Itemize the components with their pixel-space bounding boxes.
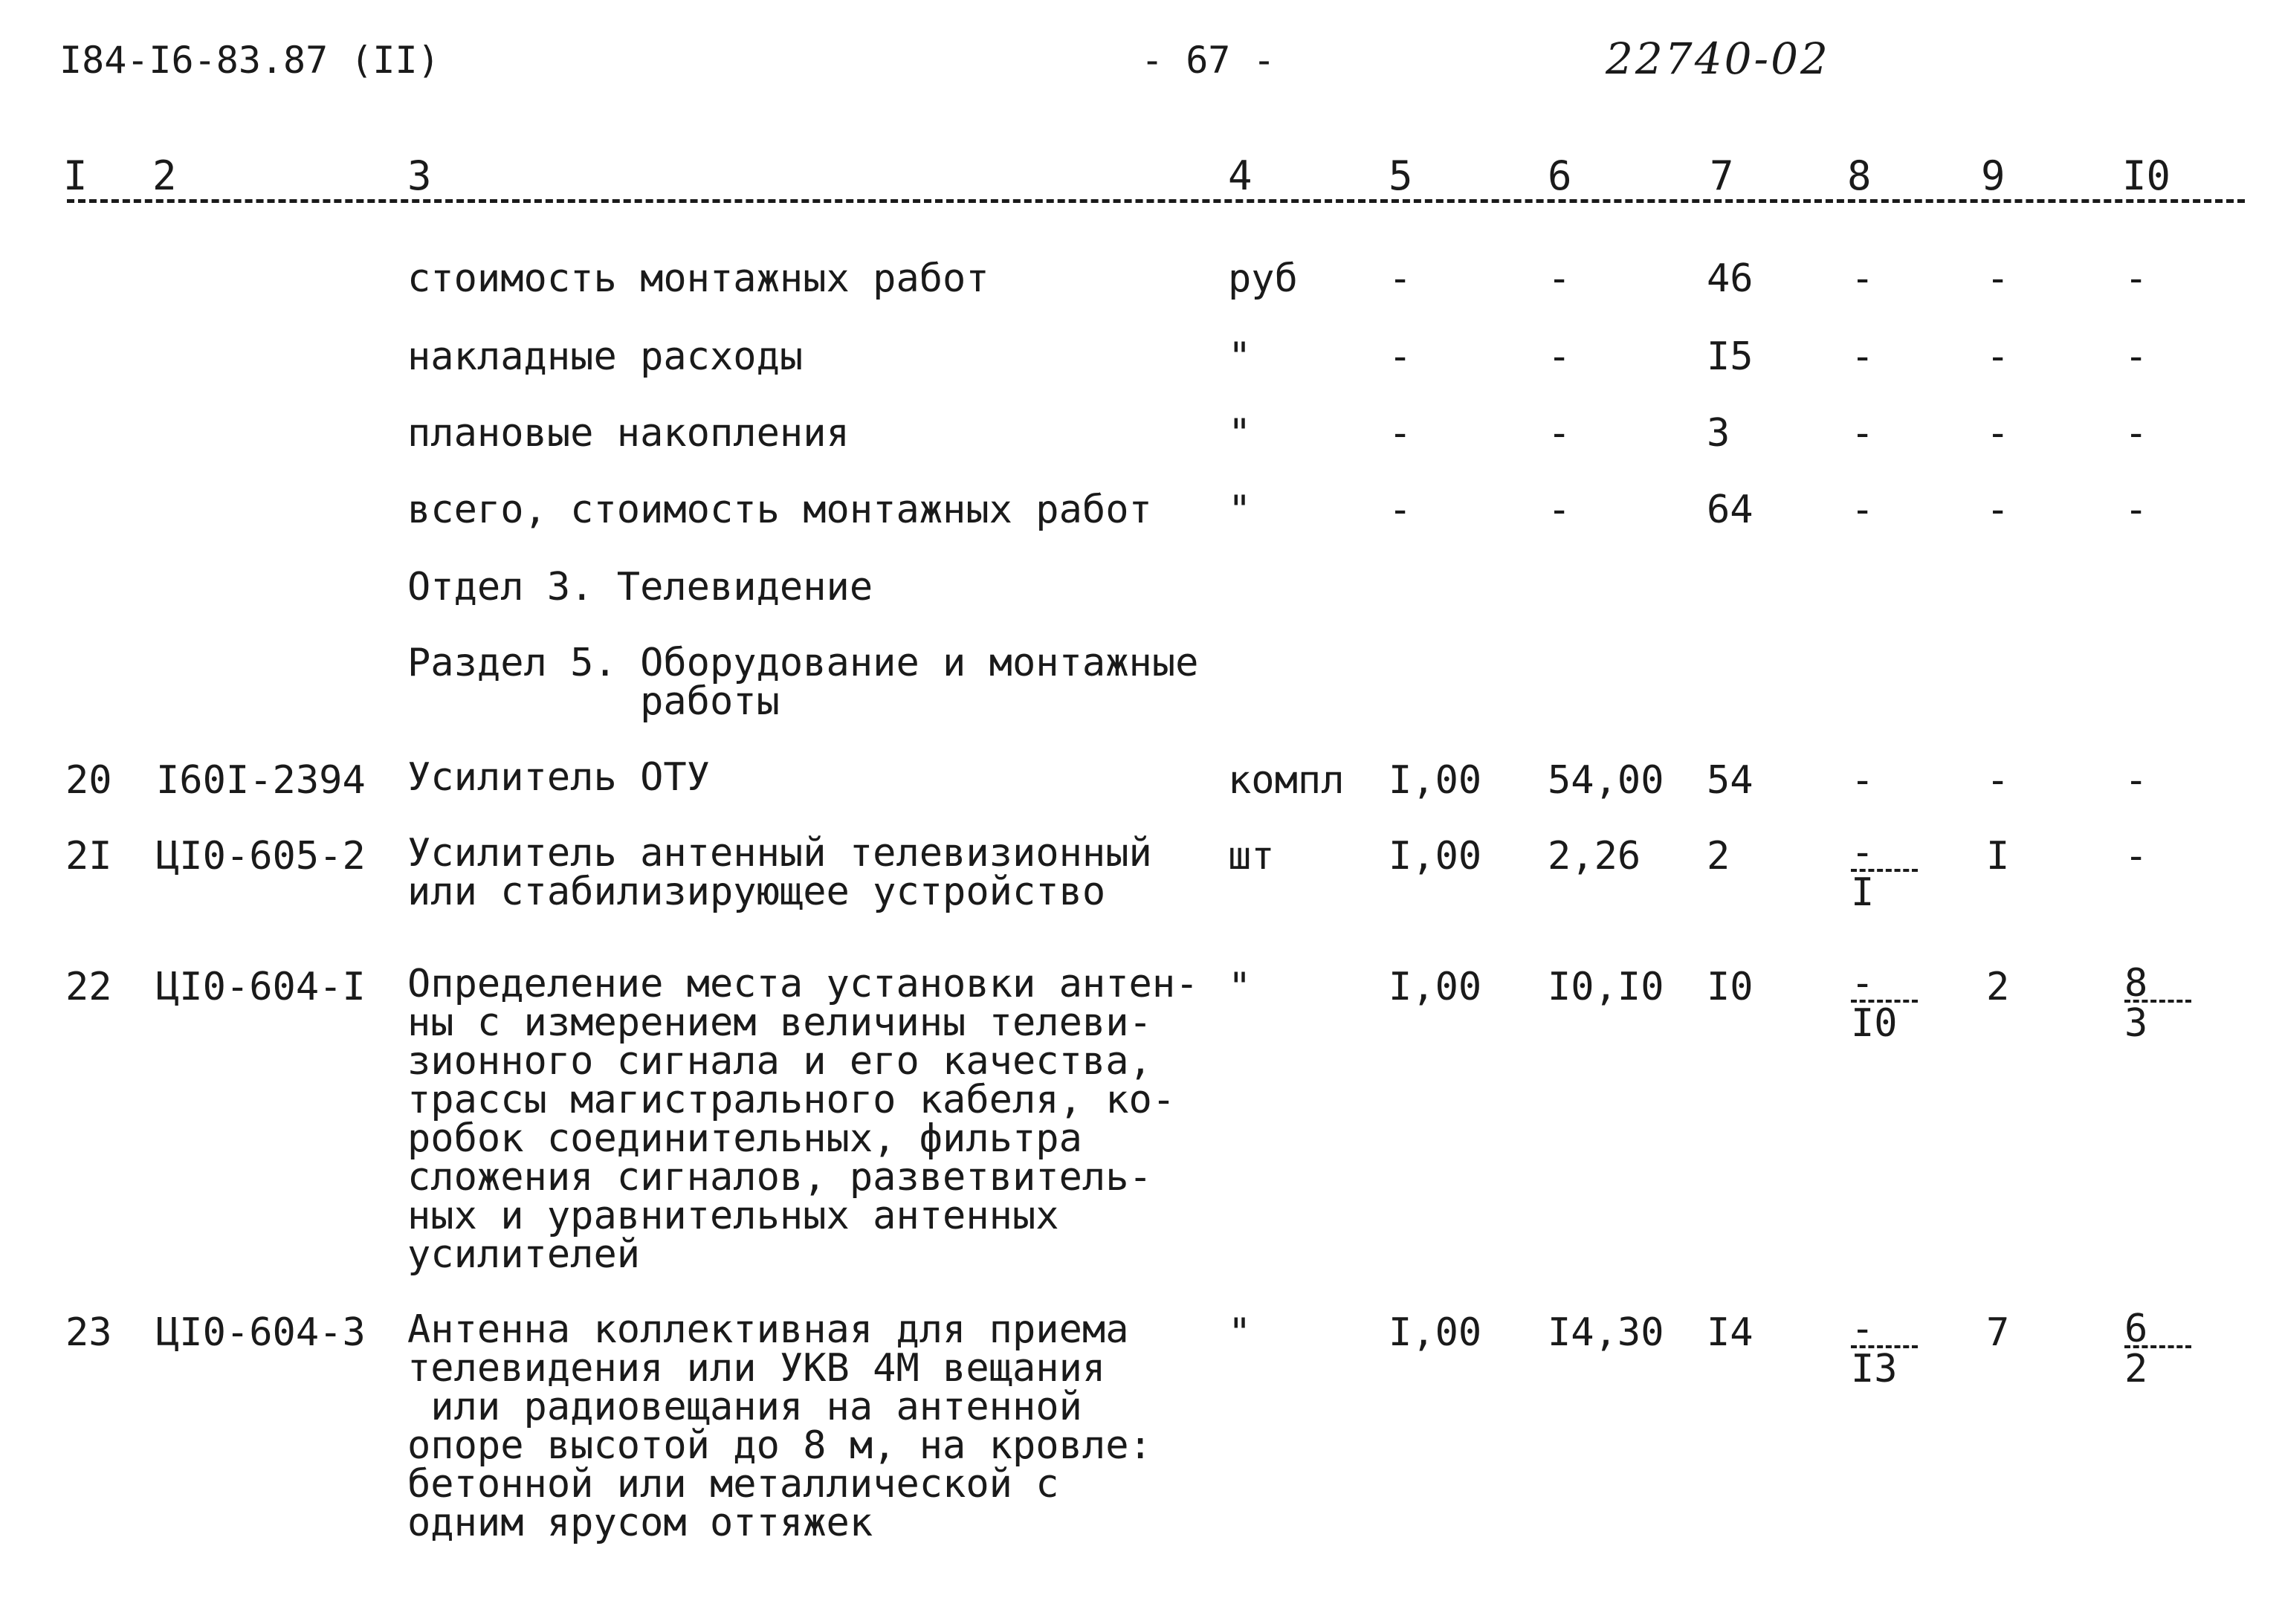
- fraction-denominator: 3: [2124, 1001, 2148, 1046]
- row-col5: -: [1389, 256, 1412, 301]
- document-code: I84-I6-83.87 (II): [59, 39, 440, 82]
- row-col7: 3: [1707, 411, 1730, 456]
- row-col5: I,00: [1389, 834, 1482, 879]
- fraction-numerator: 8: [2124, 967, 2191, 1003]
- row-col10: -: [2124, 334, 2148, 379]
- row-col5: I,00: [1389, 1310, 1482, 1355]
- fraction-denominator: 2: [2124, 1347, 2148, 1391]
- column-header-9: 9: [1981, 152, 2005, 199]
- column-header-10: I0: [2122, 152, 2171, 199]
- row-unit: ": [1228, 334, 1252, 379]
- row-col9: -: [1986, 758, 2010, 803]
- row-col7: 54: [1707, 758, 1753, 803]
- row-col6: -: [1548, 488, 1571, 532]
- fraction-numerator: 6: [2124, 1313, 2191, 1348]
- column-header-4: 4: [1228, 152, 1252, 199]
- row-col7: 2: [1707, 834, 1730, 879]
- row-col6: I4,30: [1548, 1310, 1664, 1355]
- row-unit: ": [1228, 965, 1252, 1009]
- row-col8-fraction: [1851, 961, 1918, 1046]
- page-number: - 67 -: [1141, 39, 1276, 82]
- row-col6: I0,I0: [1548, 965, 1664, 1009]
- column-header-2: 2: [152, 152, 177, 199]
- row-col9: 7: [1986, 1310, 2010, 1355]
- row-number: 22: [65, 965, 112, 1009]
- row-code: I60I-2394: [156, 758, 366, 803]
- row-col6: 54,00: [1548, 758, 1664, 803]
- row-col9: -: [1986, 411, 2010, 456]
- column-header-6: 6: [1548, 152, 1572, 199]
- row-col5: -: [1389, 411, 1412, 456]
- row-col8: -: [1851, 334, 1875, 379]
- column-header-5: 5: [1389, 152, 1413, 199]
- row-col10: -: [2124, 411, 2148, 456]
- row-col10: -: [2124, 834, 2148, 879]
- row-text: всего, стоимость монтажных работ: [407, 488, 1152, 532]
- row-text: плановые накопления: [407, 411, 850, 456]
- row-col7: I4: [1707, 1310, 1753, 1355]
- fraction-numerator: -: [1851, 836, 1918, 872]
- row-name: Усилитель ОТУ: [407, 755, 710, 800]
- row-col8-fraction: [1851, 830, 1918, 915]
- row-col9: -: [1986, 256, 2010, 301]
- fraction-denominator: I3: [1851, 1347, 1898, 1391]
- row-col6: -: [1548, 256, 1571, 301]
- row-text: стоимость монтажных работ: [407, 256, 989, 301]
- row-code: ЦI0-604-3: [156, 1310, 366, 1355]
- handwritten-number: 22740-02: [1606, 33, 1830, 84]
- row-col10: -: [2124, 758, 2148, 803]
- row-unit: ": [1228, 411, 1252, 456]
- header-separator: [67, 199, 2245, 203]
- row-unit: ": [1228, 488, 1252, 532]
- row-col9: -: [1986, 334, 2010, 379]
- row-col6: -: [1548, 334, 1571, 379]
- row-col7: I5: [1707, 334, 1753, 379]
- row-col10-fraction: [2124, 961, 2191, 1046]
- fraction-numerator: -: [1851, 967, 1918, 1003]
- department-heading: Отдел 3. Телевидение: [407, 565, 873, 609]
- row-col6: -: [1548, 411, 1571, 456]
- row-col7: 46: [1707, 256, 1753, 301]
- row-col9: I: [1986, 834, 2010, 879]
- row-col8-fraction: [1851, 1307, 1918, 1391]
- row-col10: -: [2124, 488, 2148, 532]
- row-col7: I0: [1707, 965, 1753, 1009]
- row-unit: руб: [1228, 256, 1298, 301]
- row-col5: -: [1389, 488, 1412, 532]
- row-code: ЦI0-605-2: [156, 834, 366, 879]
- row-unit: компл: [1228, 758, 1345, 803]
- fraction-denominator: I0: [1851, 1001, 1898, 1046]
- row-number: 2I: [65, 834, 112, 879]
- section-heading: Раздел 5. Оборудование и монтажные работы: [407, 641, 1199, 724]
- row-unit: ": [1228, 1310, 1252, 1355]
- row-col8: -: [1851, 488, 1875, 532]
- row-text: накладные расходы: [407, 334, 804, 379]
- fraction-numerator: -: [1851, 1313, 1918, 1348]
- row-col5: I,00: [1389, 965, 1482, 1009]
- row-number: 20: [65, 758, 112, 803]
- row-col9: -: [1986, 488, 2010, 532]
- row-name: Усилитель антенный телевизионный или стабилизирующее устройство: [407, 831, 1152, 914]
- row-col5: I,00: [1389, 758, 1482, 803]
- row-col10-fraction: [2124, 1307, 2191, 1391]
- row-col9: 2: [1986, 965, 2010, 1009]
- row-name: Определение места установки антен- ны с измерением величины телеви- зионного сигнала и его качества, трассы магистрального кабеля, ко- робок соединительных, фильтра сложения сигналов, разветвитель- ных и уравнительных антенных усилителей: [407, 962, 1199, 1277]
- fraction-denominator: I: [1851, 870, 1875, 915]
- row-col10: -: [2124, 256, 2148, 301]
- row-col8: -: [1851, 411, 1875, 456]
- row-number: 23: [65, 1310, 112, 1355]
- row-col8: -: [1851, 758, 1875, 803]
- row-unit: шт: [1228, 834, 1275, 879]
- row-col6: 2,26: [1548, 834, 1641, 879]
- row-code: ЦI0-604-I: [156, 965, 366, 1009]
- column-header-7: 7: [1710, 152, 1734, 199]
- row-name: Антенна коллективная для приема телевидения или УКВ 4М вещания или радиовещания на антенной опоре высотой до 8 м, на кровле: бетонной или металлической с одним ярусом оттяжек: [407, 1307, 1152, 1545]
- column-header-1: I: [63, 152, 88, 199]
- column-header-8: 8: [1847, 152, 1872, 199]
- column-header-3: 3: [407, 152, 432, 199]
- row-col8: -: [1851, 256, 1875, 301]
- row-col5: -: [1389, 334, 1412, 379]
- row-col7: 64: [1707, 488, 1753, 532]
